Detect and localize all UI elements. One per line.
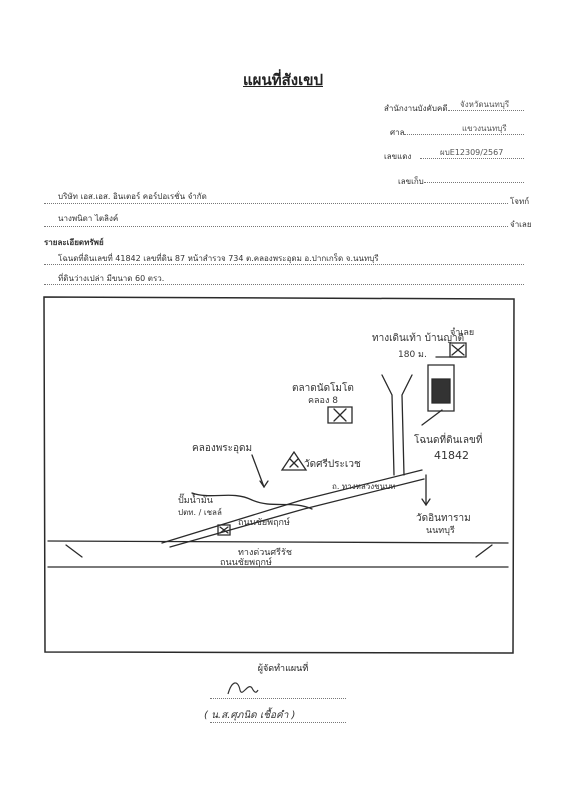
- label-gas-station-2: ปตท. / เชลล์: [178, 508, 222, 517]
- property-dots-1: [44, 264, 524, 265]
- label-temple-left: วัดศรีประเวช: [304, 459, 361, 470]
- plaintiff-name: บริษัท เอส.เอส. อินเตอร์ คอร์ปอเรชั่น จำกัด: [58, 192, 207, 201]
- label-road-main-2: ถนนชัยพฤกษ์: [220, 558, 272, 568]
- defendant-name: นางพนิดา ไตลิงค์: [58, 214, 119, 223]
- market-x: [334, 409, 346, 421]
- label-road-main: ทางด่วนศรีรัช: [238, 548, 292, 558]
- signature-dots: [210, 698, 346, 699]
- black-case-dots: [420, 158, 524, 159]
- label-market-2: คลอง 8: [308, 396, 338, 406]
- property-heading: รายละเอียดทรัพย์: [44, 238, 104, 247]
- label-deed-no: 41842: [434, 449, 469, 462]
- sketch-frame: [44, 297, 514, 653]
- label-canal: คลองพระอุดม: [192, 443, 253, 454]
- deed-arrow: [422, 410, 442, 425]
- label-temple-right-2: นนทบุรี: [426, 526, 455, 536]
- red-case-label: เลขเก็บ: [398, 177, 424, 186]
- temple-left-mark: [282, 452, 306, 470]
- signature-scribble: [222, 676, 262, 700]
- label-ban-ref: จำเลย: [450, 328, 475, 338]
- signature-name: ( น.ส.ศุภนิด เชื้อคำ ): [204, 710, 296, 721]
- property-dots-2: [44, 284, 524, 285]
- label-deed: โฉนดที่ดินเลขที่: [414, 435, 483, 446]
- plaintiff-dots: [44, 203, 508, 204]
- office-value: จังหวัดนนทบุรี: [460, 100, 510, 109]
- label-road-small: ถ. ทางหลวงชนบท: [332, 482, 396, 491]
- main-road-line-top: [48, 541, 508, 543]
- property-line-1: โฉนดที่ดินเลขที่ 41842 เลขที่ดิน 87 หน้าสำรวจ 734 ต.คลองพระอุดม อ.ปากเกร็ด จ.นนทบุรี: [58, 254, 379, 263]
- signature-title: ผู้จัดทำแผนที่: [257, 664, 309, 674]
- label-temple-right: วัดอินทาราม: [416, 513, 471, 524]
- defendant-label: จำเลย: [510, 220, 532, 229]
- road-arrow-left: [66, 545, 82, 557]
- relative-house-x: [452, 345, 464, 355]
- plaintiff-label: โจทก์: [510, 197, 530, 206]
- court-dots: [404, 134, 524, 135]
- label-market: ตลาดนัดโมโต: [292, 383, 354, 394]
- label-gas-station: ปั๊มน้ำมัน: [178, 496, 213, 506]
- diagonal-road-top: [162, 470, 422, 543]
- soi-line-right: [402, 375, 412, 475]
- property-line-2: ที่ดินว่างเปล่า มีขนาด 60 ตรว.: [58, 274, 165, 283]
- plot-hatch: [432, 379, 450, 403]
- defendant-dots: [44, 226, 508, 227]
- sketch-map: [42, 295, 516, 655]
- soi-line-left: [382, 375, 394, 475]
- red-case-dots: [424, 182, 524, 183]
- court-value: แขวงนนทบุรี: [462, 124, 507, 133]
- court-label: ศาล: [390, 128, 405, 137]
- label-road-inner: ถนนชัยพฤกษ์: [238, 518, 290, 528]
- page-title: แผนที่สังเขป: [243, 71, 323, 89]
- office-label: สำนักงานบังคับคดี: [384, 104, 448, 113]
- label-to-ban: ทางเดินเท้า บ้านญาติ: [372, 333, 465, 344]
- office-dots: [448, 110, 524, 111]
- sketch-map-drawing: [42, 295, 516, 655]
- black-case-value: ผบE12309/2567: [440, 148, 504, 157]
- canal-arrow: [252, 455, 264, 487]
- label-distance: 180 ม.: [398, 350, 427, 360]
- signature-name-dots: [210, 722, 346, 723]
- black-case-label: เลขแดง: [384, 152, 412, 161]
- road-arrow-right: [476, 545, 492, 557]
